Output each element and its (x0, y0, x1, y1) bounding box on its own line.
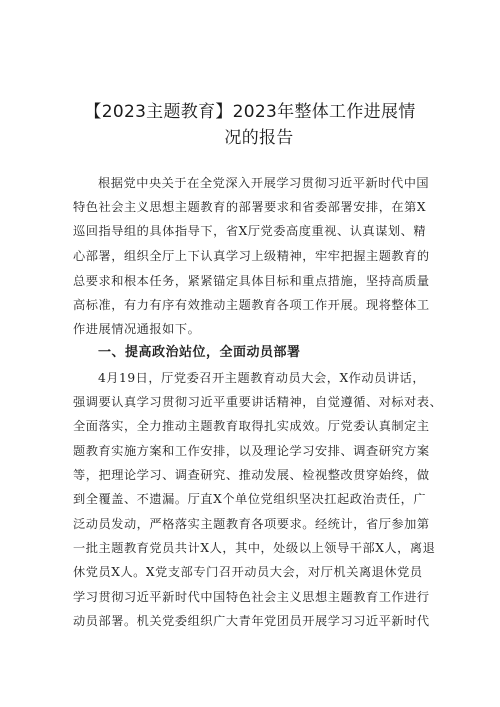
document-title-line-2: 况的报告 (224, 128, 294, 148)
paragraph-line: 一批主题教育党员共计X人，其中，处级以上领导干部X人，离退 (73, 541, 436, 555)
paragraph-line: 泛动员发动，严格落实主题教育各项要求。经统计，省厅参加第 (73, 517, 430, 531)
paragraph-line: 强调要认真学习贯彻习近平重要讲话精神，自觉遵循、对标对表、 (73, 395, 443, 409)
paragraph-line: 总要求和根本任务，紧紧锚定具体目标和重点措施，坚持高质量 (73, 274, 430, 288)
section-heading: 一、提高政治站位，全面动员部署 (98, 345, 301, 360)
document-title-line-1: 【2023主题教育】2023年整体工作进展情 (84, 102, 416, 122)
paragraph-line: 巡回指导组的具体指导下，省X厅党委高度重视、认真谋划、精 (73, 224, 427, 238)
paragraph-line: 根据党中央关于在全党深入开展学习贯彻习近平新时代中国 (98, 176, 430, 190)
paragraph-line: 休党员X人。X党支部专门召开动员大会，对厅机关离退休党员 (73, 565, 423, 579)
paragraph-line: 心部署，组织全厅上下认真学习上级精神，牢牢把握主题教育的 (73, 249, 430, 263)
paragraph-line: 学习贯彻习近平新时代中国特色社会主义思想主题教育工作进行 (73, 590, 430, 604)
paragraph-line: 题教育实施方案和工作安排，以及理论学习安排、调查研究方案 (73, 444, 430, 458)
paragraph-line: 等，把理论学习、调查研究、推动发展、检视整改贯穿始终，做 (73, 468, 430, 482)
paragraph-line: 特色社会主义思想主题教育的部署要求和省委部署安排，在第X (73, 200, 427, 214)
paragraph-line: 高标准，有力有序有效推动主题教育各项工作开展。现将整体工 (73, 298, 430, 312)
paragraph-line: 4月19日，厅党委召开主题教育动员大会，X作动员讲话， (98, 371, 426, 385)
paragraph-line: 全面落实，全力推动主题教育取得扎实成效。厅党委认真制定主 (73, 419, 430, 433)
paragraph-line: 到全覆盖、不遗漏。厅直X个单位党组织坚决扛起政治责任，广 (73, 492, 427, 506)
paragraph-line: 动员部署。机关党委组织广大青年党团员开展学习习近平新时代 (73, 614, 430, 628)
paragraph-line: 作进展情况通报如下。 (73, 322, 201, 336)
